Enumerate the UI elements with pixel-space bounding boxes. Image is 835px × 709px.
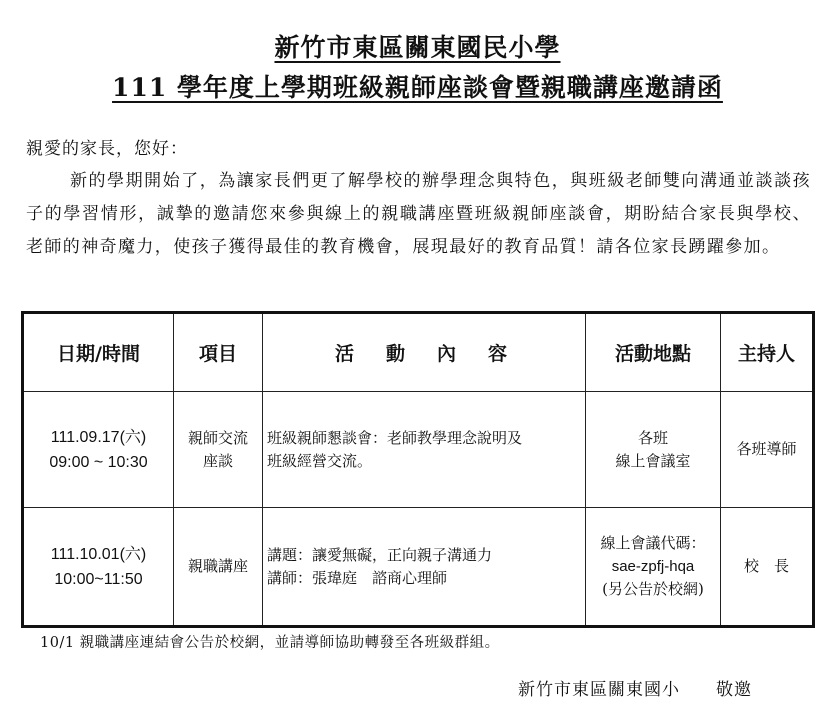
school-title: 新竹市東區關東國民小學 [274,33,561,62]
signoff [518,675,752,700]
location-text: 線上會議室 [615,451,691,470]
content-cell [263,392,586,508]
content-text: 講師：張瑋庭 諮商心理師 [267,568,448,587]
header-date: 日期/時間 [23,313,174,392]
location-text: 各班 [637,428,668,447]
event-title: 111 學年度上學期班級親師座談會暨親職講座邀請函 [112,73,723,102]
event-time: 09:00 ~ 10:30 [49,453,148,471]
location-text: (另公告於校網) [602,580,704,598]
date-cell [23,508,174,627]
host-cell: 各班導師 [721,392,814,508]
item-cell [174,392,263,508]
invitation-paragraph: 新的學期開始了，為讓家長們更了解學校的辦學理念與特色，與班級老師雙向溝通並談談孩子的學習情形，誠摯的邀請您來參與線上的親職講座暨班級親師座談會，期盼結合家長與學校、老師的神奇魔力，使孩子獲得最佳的教育機會，展現最好的教育品質！請各位家長踴躍參加。 [26,171,811,257]
content-text: 班級經營交流。 [267,451,373,470]
location-text: 線上會議代碼： [600,534,706,552]
item-text: 親職講座 [187,557,248,575]
table-header-row [23,313,814,392]
header-content: 活動內容 [263,313,586,392]
table-row [23,392,814,508]
header-host: 主持人 [721,313,814,392]
signoff-school: 新竹市東區關東國小 [518,680,680,700]
content-text: 班級親師懇談會：老師教學理念說明及 [267,428,523,447]
location-cell [586,392,721,508]
item-text: 座談 [202,451,233,470]
item-cell [174,508,263,627]
meeting-code: sae-zpfj-hqa [611,558,695,575]
footnote: 10/1 親職講座連結會公告於校網，並請導師協助轉發至各班級群組。 [40,635,500,651]
item-text: 親師交流 [187,428,248,447]
date-cell [23,392,174,508]
event-date: 111.09.17(六) [50,428,147,446]
signoff-closing: 敬邀 [716,680,752,700]
schedule-table [21,311,815,628]
header-item: 項目 [174,313,263,392]
greeting: 親愛的家長，您好： [26,139,188,159]
content-cell [263,508,586,627]
table-row [23,508,814,627]
header-location: 活動地點 [586,313,721,392]
event-time: 10:00~11:50 [54,570,143,588]
host-cell: 校 長 [721,508,814,627]
content-text: 講題：讓愛無礙，正向親子溝通力 [267,545,493,564]
event-date: 111.10.01(六) [50,545,147,563]
location-cell [586,508,721,627]
